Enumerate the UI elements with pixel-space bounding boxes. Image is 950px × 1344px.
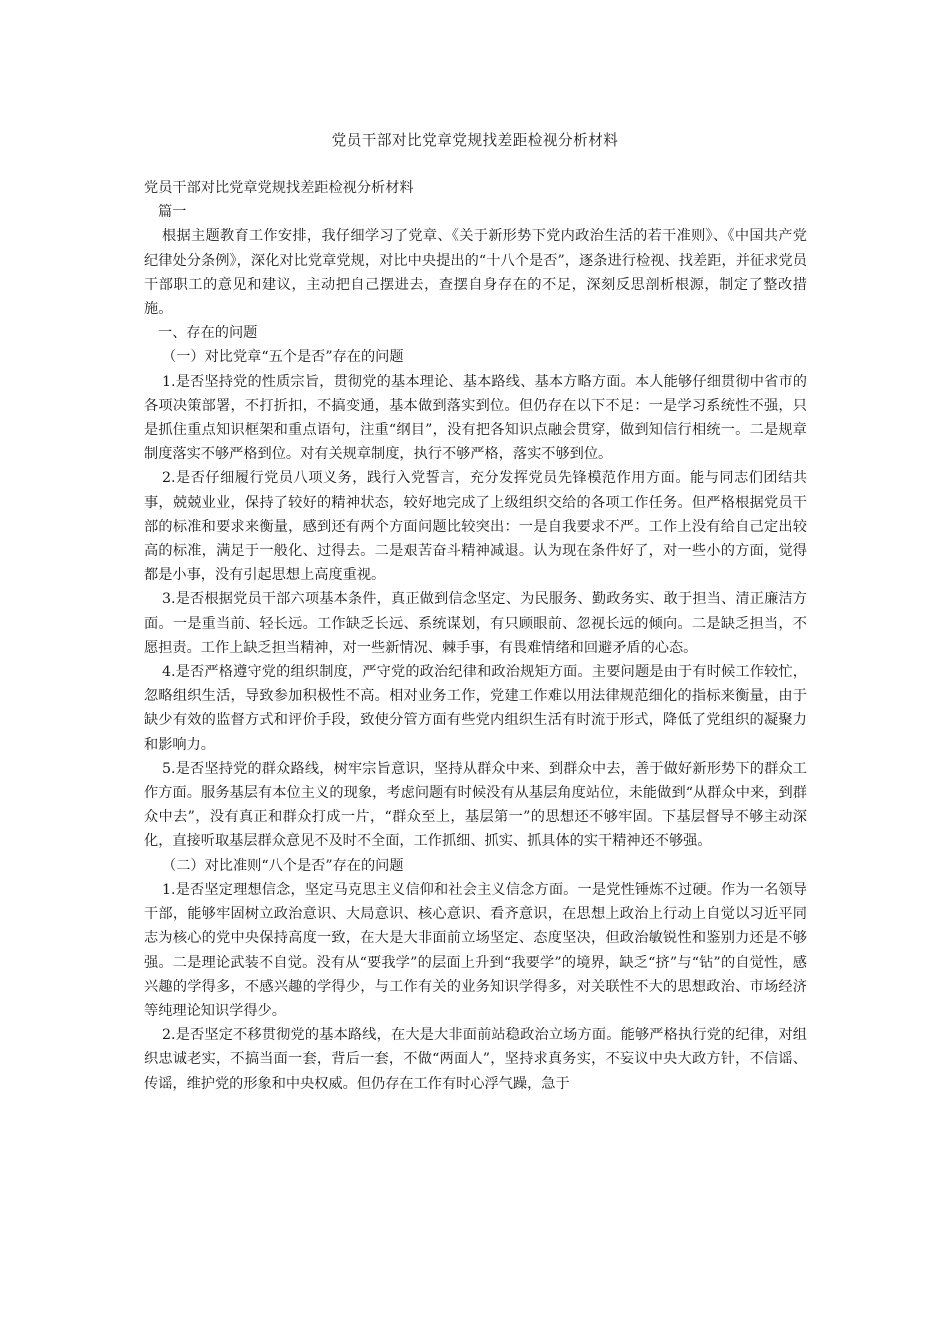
subsection-heading: （一）对比党章“五个是否”存在的问题 [162, 349, 404, 366]
intro-paragraph: 根据主题教育工作安排，我仔细学习了党章、《关于新形势下党内政治生活的若干准则》、《中国共产党纪律处分条例》，深化对比党章党规，对比中央提出的“十八个是否”，逐条进行检视、找差距，并征求党员干部职工的意见和建议，主动把自己摆进去，查摆自身存在的不足，深刻反思剖析根源，制定了整改措施。 [144, 228, 807, 318]
paragraph: 2.是否仔细履行党员八项义务，践行入党誓言，充分发挥党员先锋模范作用方面。能与同志们团结共事，兢兢业业，保持了较好的精神状态，较好地完成了上级组织交给的各项工作任务。但严格根据党员干部的标准和要求来衡量，感到还有两个方面问题比较突出：一是自我要求不严。工作上没有给自己定出较高的标准，满足于一般化、过得去。二是艰苦奋斗精神减退。认为现在条件好了，对一些小的方面，觉得都是小事，没有引起思想上高度重视。 [144, 470, 807, 584]
paragraph: 1.是否坚定理想信念，坚定马克思主义信仰和社会主义信念方面。一是党性锤炼不过硬。作为一名领导干部，能够牢固树立政治意识、大局意识、核心意识、看齐意识，在思想上政治上行动上自觉以习近平同志为核心的党中央保持高度一致，在大是大非面前立场坚定、态度坚决，但政治敏锐性和鉴别力还是不够强。二是理论武装不自觉。没有从“要我学”的层面上升到“我要学”的境界，缺乏“挤”与“钻”的自觉性，感兴趣的学得多，不感兴趣的学得少，与工作有关的业务知识学得多，对关联性不大的思想政治、市场经济等纯理论知识学得少。 [144, 881, 807, 1019]
part-label: 篇一 [158, 204, 187, 221]
section-heading: 一、存在的问题 [158, 325, 258, 342]
subsection-heading: （二）对比准则“八个是否”存在的问题 [162, 857, 404, 874]
paragraph: 3.是否根据党员干部六项基本条件，真正做到信念坚定、为民服务、勤政务实、敢于担当、清正廉洁方面。一是重当前、轻长远。工作缺乏长远、系统谋划，有只顾眼前、忽视长远的倾向。二是缺乏担当，不愿担责。工作上缺乏担当精神，对一些新情况、棘手事，有畏难情绪和回避矛盾的心态。 [144, 591, 807, 656]
document-heading: 党员干部对比党章党规找差距检视分析材料 [144, 180, 414, 196]
paragraph: 4.是否严格遵守党的组织制度，严守党的政治纪律和政治规矩方面。主要问题是由于有时候工作较忙，忽略组织生活，导致参加积极性不高。相对业务工作，党建工作难以用法律规范细化的指标来衡量，由于缺少有效的监督方式和评价手段，致使分管方面有些党内组织生活有时流于形式，降低了党组织的凝聚力和影响力。 [144, 664, 807, 753]
paragraph: 1.是否坚持党的性质宗旨，贯彻党的基本理论、基本路线、基本方略方面。本人能够仔细贯彻中省市的各项决策部署，不打折扣，不搞变通，基本做到落实到位。但仍存在以下不足：一是学习系统性不强，只是抓住重点知识框架和重点语句，注重“纲目”，没有把各知识点融会贯穿，做到知信行相统一。二是规章制度落实不够严格到位。对有关规章制度，执行不够严格，落实不够到位。 [144, 373, 807, 463]
paragraph: 5.是否坚持党的群众路线，树牢宗旨意识，坚持从群众中来、到群众中去，善于做好新形势下的群众工作方面。服务基层有本位主义的现象，考虑问题有时候没有从基层角度站位，未能做到“从群众中来，到群众中去”，没有真正和群众打成一片，“群众至上，基层第一”的思想还不够牢固。下基层督导不够主动深化，直接听取基层群众意见不及时不全面，工作抓细、抓实、抓具体的实干精神还不够强。 [144, 760, 807, 850]
paragraph: 2.是否坚定不移贯彻党的基本路线，在大是大非面前站稳政治立场方面。能够严格执行党的纪律，对组织忠诚老实，不搞当面一套，背后一套，不做“两面人”，坚持求真务实，不妄议中央大政方针，不信谣、传谣，维护党的形象和中央权威。但仍存在工作有时心浮气躁，急于 [144, 1027, 807, 1092]
document-body [144, 176, 807, 1096]
document-title: 党员干部对比党章党规找差距检视分析材料 [331, 132, 619, 149]
